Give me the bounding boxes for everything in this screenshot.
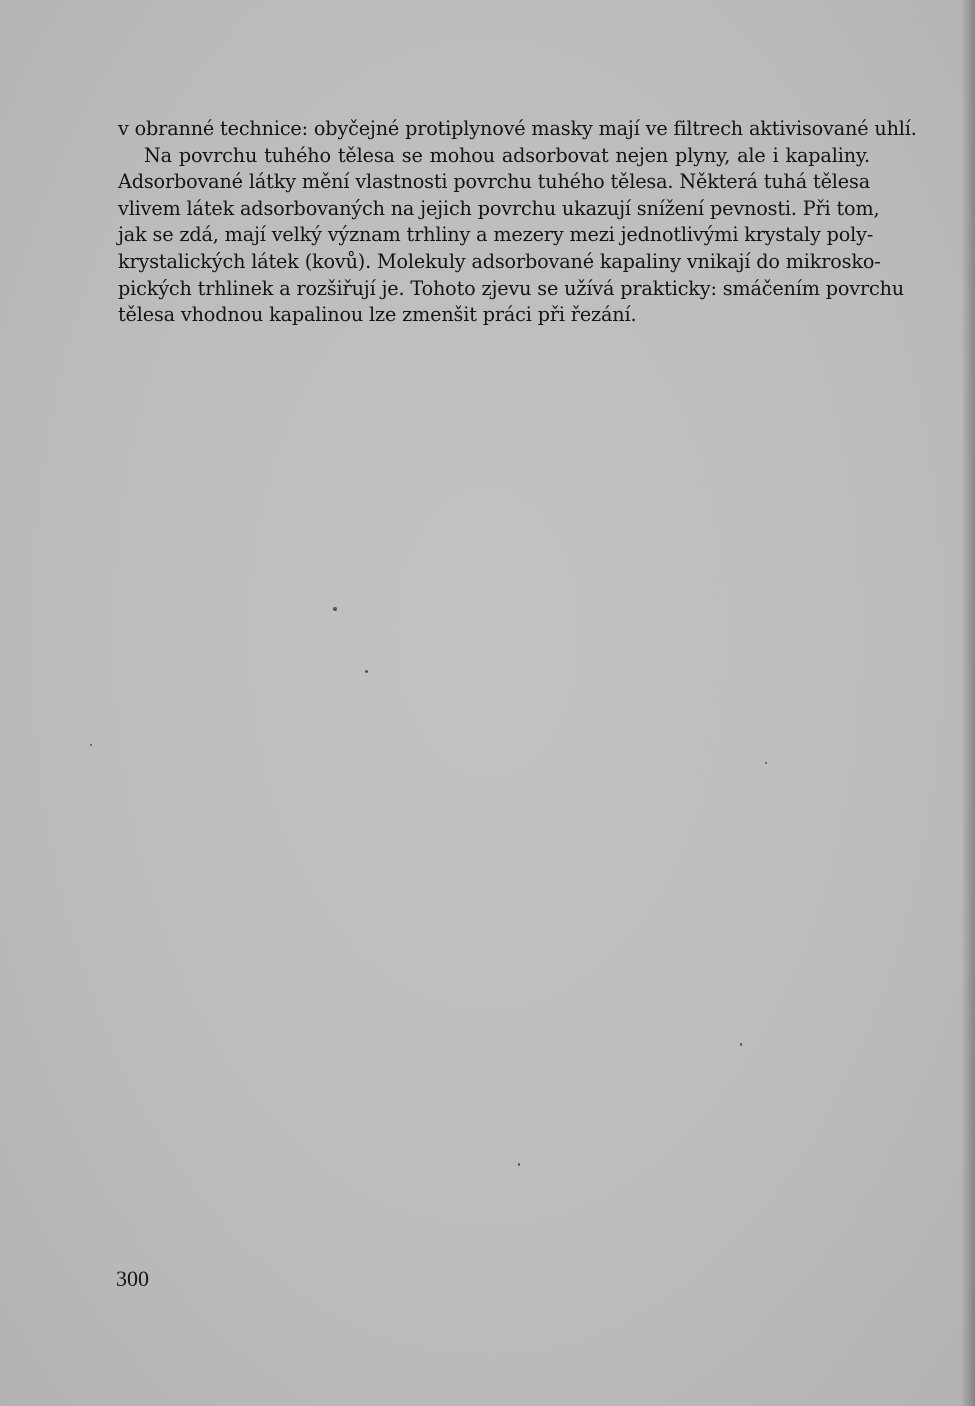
page-number: 300 [116, 1266, 149, 1291]
text-line: Adsorbované látky mění vlastnosti povrchu tuhého tělesa. Některá tuhá tělesa [118, 170, 870, 194]
text-line: pických trhlinek a rozšiřují je. Tohoto zjevu se užívá prakticky: smáčením povrchu [118, 276, 905, 300]
text-line: krystalických látek (kovů). Molekuly adsorbované kapaliny vnikají do mikrosko- [118, 249, 881, 273]
scan-speck [365, 670, 368, 673]
text-line: v obranné technice: obyčejné protiplynové masky mají ve filtrech aktivisované uhlí. [118, 117, 917, 140]
text-line: jak se zdá, mají velký význam trhliny a mezery mezi jednotlivými krystaly poly- [118, 223, 874, 247]
text-line: Na povrchu tuhého tělesa se mohou adsorbovat nejen plyny, ale i kapaliny. [144, 143, 870, 167]
text-line: tělesa vhodnou kapalinou lze zmenšit práci při řezání. [118, 303, 637, 327]
scan-speck [740, 1043, 742, 1046]
scan-speck [518, 1163, 520, 1166]
scan-speck [765, 762, 767, 764]
page-edge-shadow [961, 0, 975, 1406]
scan-speck [333, 607, 337, 611]
scan-speck [90, 744, 92, 746]
body-text [118, 116, 917, 329]
text-line: vlivem látek adsorbovaných na jejich povrchu ukazují snížení pevnosti. Při tom, [118, 196, 880, 220]
